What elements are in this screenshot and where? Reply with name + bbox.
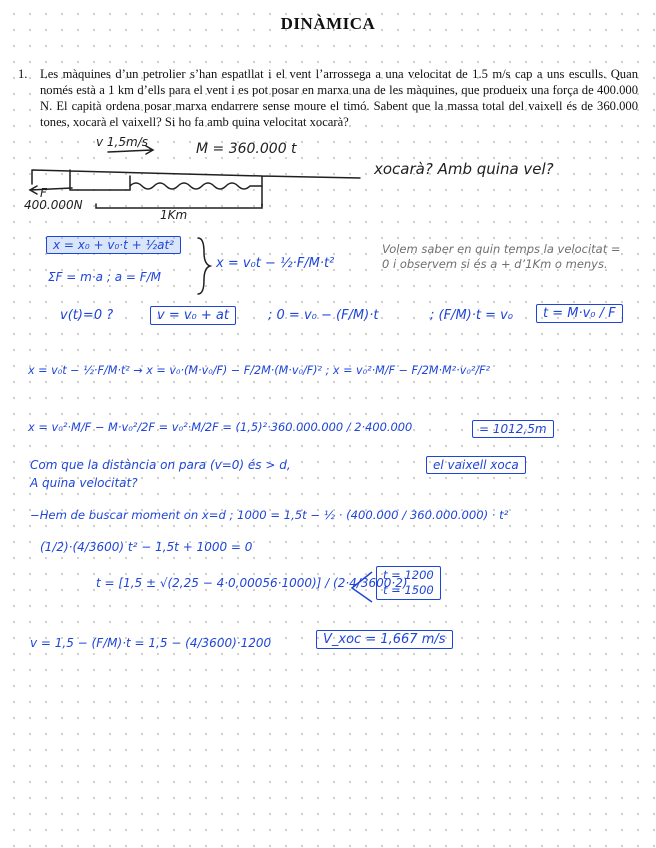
t-root-2: t = 1500 (383, 583, 434, 597)
problem-number: 1. (18, 67, 28, 81)
x-expand: x = v₀t − ½·F/M·t² → x = v₀·(M·v₀/F) − F/2M·(M·v₀/F)² ; x = v₀²·M/F − F/2M·M²·v₀²/F² (28, 364, 491, 377)
solution-note: Volem saber en quin temps la velocitat = 0 i observem si és a + d’1Km o menys. (382, 242, 621, 271)
page-title: DINÀMICA (280, 14, 376, 33)
sketch-mass: M = 360.000 t (196, 141, 297, 157)
sketch-force-label: F (40, 186, 47, 200)
eq-newton: ΣF = m·a ; a = F/M (48, 270, 162, 284)
find-time: −Hem de buscar moment on x=d ; 1000 = 1,5t − ½ · (400.000 / 360.000.000) · t² (30, 508, 509, 522)
x-simplify: x = v₀²·M/F − M·v₀²/2F = v₀²·M/2F = (1,5)²·360.000.000 / 2·400.000 (28, 420, 413, 434)
eq-x-substituted: x = v₀t − ½·F/M·t² (216, 256, 335, 271)
t-roots (376, 566, 441, 600)
ft-eq: ; (F/M)·t = v₀ (430, 308, 514, 323)
x-result: = 1012,5m (472, 420, 554, 438)
sketch-distance: 1Km (160, 208, 188, 222)
conclusion-boxed: el vaixell xoca (426, 456, 526, 474)
eq-position: x = x₀ + v₀·t + ½at² (46, 236, 181, 254)
vt-zero: v(t)=0 ? (60, 308, 114, 323)
conclusion-2: A quina velocitat? (30, 476, 138, 490)
quadratic-eq: (1/2)·(4/3600) t² − 1,5t + 1000 = 0 (40, 540, 253, 554)
v-final: V_xoc = 1,667 m/s (316, 630, 453, 649)
t-result: t = M·v₀ / F (536, 304, 623, 323)
t-root-1: t = 1200 (383, 568, 434, 582)
sketch-question: xocarà? Amb quina vel? (374, 160, 554, 178)
sketch-velocity: v 1,5m/s (96, 135, 148, 149)
v-final-eq: v = 1,5 − (F/M)·t = 1,5 − (4/3600)·1200 (30, 636, 272, 650)
sketch-force-value: 400.000N (24, 198, 83, 212)
v-formula: v = v₀ + at (150, 306, 236, 325)
conclusion-1: Com que la distància on para (v=0) és > d, (30, 458, 291, 472)
problem-text: Les màquines d’un petrolier s’han espatllat i el vent l’arrossega a una velocitat de 1.5 m/s cap a uns esculls. Quan només està a 1 km d’ells para el vent i es pot posar en marxa una de les màquines, que produeix una força de 400.000 N. El capità ordena posar marxa endarrere sense moure el timó. Sabent que la massa total del vaixell és de 360.000 tones, xocarà el vaixell? Si ho fa amb quina velocitat xocarà? (40, 67, 638, 129)
zero-eq: ; 0 = v₀ − (F/M)·t (268, 308, 379, 323)
t-formula: t = [1,5 ± √(2,25 − 4·0,00056·1000)] / (2·4/3600·2) (96, 576, 408, 590)
